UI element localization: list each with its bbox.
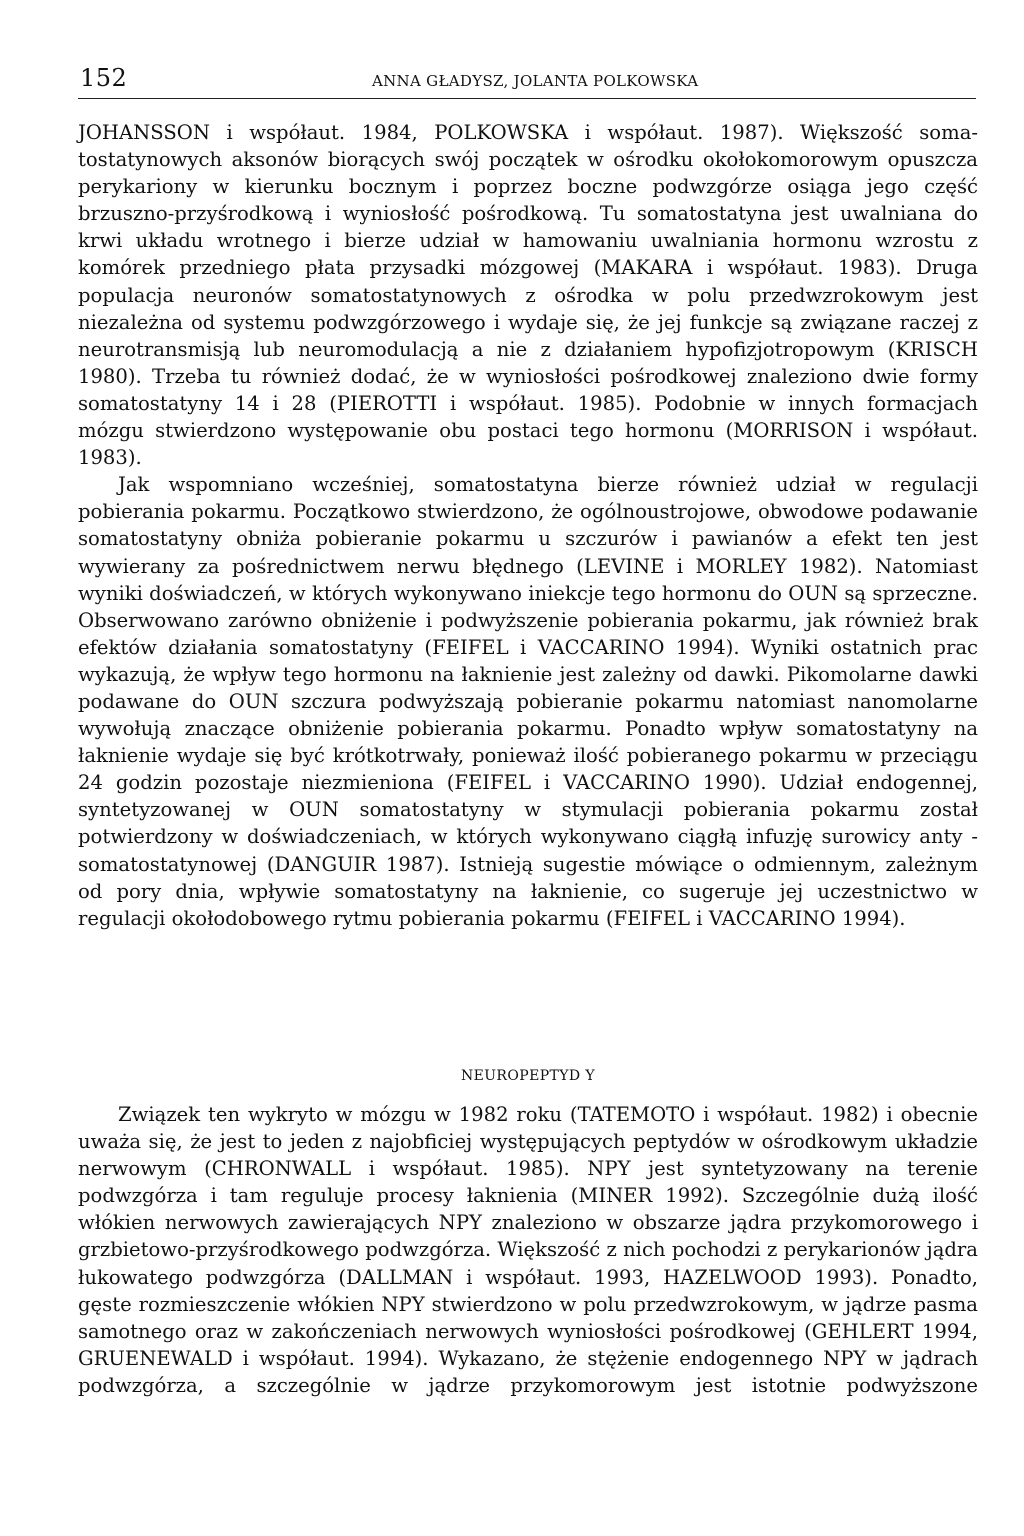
paragraph-npy: Związek ten wykryto w mózgu w 1982 roku (TATEMOTO i współaut. 1982) i obecnie uważa się, że jest to jeden z najobficiej występujących peptydów w ośrodkowym układzie nerwowym (CHRONWALL i współaut. 1985). NPY jest syntetyzowany na terenie podwzgórza i tam reguluje procesy łaknienia (MINER 1992). Szczególnie dużą ilość włókien nerwowych zawierających NPY znaleziono w obszarze jądra przykomorowego i grzbietowo-przyśrodkowego podwzgórza. Większość z nich pochodzi z perykarionów jądra łukowatego podwzgórza (DALLMAN i współaut. 1993, HAZELWOOD 1993). Ponadto, gęste rozmieszczenie włókien NPY stwierdzono w polu przedwzrokowym, w jądrze pasma samotnego oraz w zakończeniach nerwowych wyniosłości pośrodkowej (GEHLERT 1994, GRUENEWALD i współaut. 1994). Wykazano, że stężenie endogennego NPY w jądrach podwzgórza, a szczególnie w jądrze przykomorowym jest istotnie podwyższone — [78, 1103, 978, 1397]
section-heading-npy: NEUROPEPTYD Y — [460, 1068, 596, 1084]
running-title: ANNA GŁADYSZ, JOLANTA POLKOWSKA — [372, 72, 699, 90]
page-number: 152 — [80, 64, 128, 92]
section-npy — [78, 1101, 978, 1399]
running-header — [78, 64, 976, 100]
paragraph-somatostatin-feeding: Jak wspomniano wcześniej, somatostatyna bierze również udział w regulacji pobierania pokarmu. Początkowo stwierdzono, że ogólnoustrojowe, obwodowe podawanie somatostatyny obniża pobieranie pokarmu u szczurów i pawianów a efekt ten jest wywierany za pośrednictwem nerwu błędnego (LEVINE i MORLEY 1982). Natomiast wyniki doświadczeń, w których wykonywano iniekcje tego hormonu do OUN są sprzeczne. Obserwowano zarówno obniżenie i podwyższenie pobierania pokarmu, jak również brak efektów działania somatostatyny (FEIFEL i VACCARINO 1994). Wyniki ostatnich prac wykazują, że wpływ tego hormonu na łaknienie jest zależny od dawki. Pikomolarne dawki podawane do OUN szczura podwyższają pobieranie pokarmu natomiast nanomolarne wywołują znaczące obniżenie pobierania pokarmu. Ponadto wpływ somatostatyny na łaknienie wydaje się być krótkotrwały, ponieważ ilość pobieranego pokarmu w przeciągu 24 godzin pozostaje niezmieniona (FEIFEL i VACCARINO 1990). Udział endogennej, syntetyzowanej w OUN somatostatyny w stymulacji pobierania pokarmu został potwierdzony w doświadczeniach, w których wykonywano ciągłą infuzję surowicy anty - somatostatynowej (DANGUIR 1987). Istnieją sugestie mówiące o odmiennym, zależnym od pory dnia, wpływie somatostatyny na łaknienie, co sugeruje jej uczestnictwo w regulacji okołodobowego rytmu pobierania pokarmu (FEIFEL i VACCARINO 1994). — [78, 473, 978, 930]
paragraph-somatostatin-axons: JOHANSSON i współaut. 1984, POLKOWSKA i współaut. 1987). Większość somatostatynowych aksonów biorących swój początek w ośrodku okołokomorowym opuszcza perykariony w kierunku bocznym i poprzez boczne podwzgórze osiąga jego część brzuszno-przyśrodkową i wyniosłość pośrodkową. Tu somatostatyna jest uwalniana do krwi układu wrotnego i bierze udział w hamowaniu uwalniania hormonu wzrostu z komórek przedniego płata przysadki mózgowej (MAKARA i współaut. 1983). Druga populacja neuronów somatostatynowych z ośrodka w polu przedwzrokowym jest niezależna od systemu podwzgórzowego i wydaje się, że jej funkcje są związane raczej z neurotransmisją lub neuromodulacją a nie z działaniem hypofizjotropowym (KRISCH 1980). Trzeba tu również dodać, że w wyniosłości pośrodkowej znaleziono dwie formy somatostatyny 14 i 28 (PIEROTTI i współaut. 1985). Podobnie w innych formacjach mózgu stwierdzono występowanie obu postaci tego hormonu (MORRISON i współaut. 1983). — [78, 121, 978, 470]
section-somatostatin — [78, 119, 978, 932]
header-rule — [78, 98, 976, 99]
